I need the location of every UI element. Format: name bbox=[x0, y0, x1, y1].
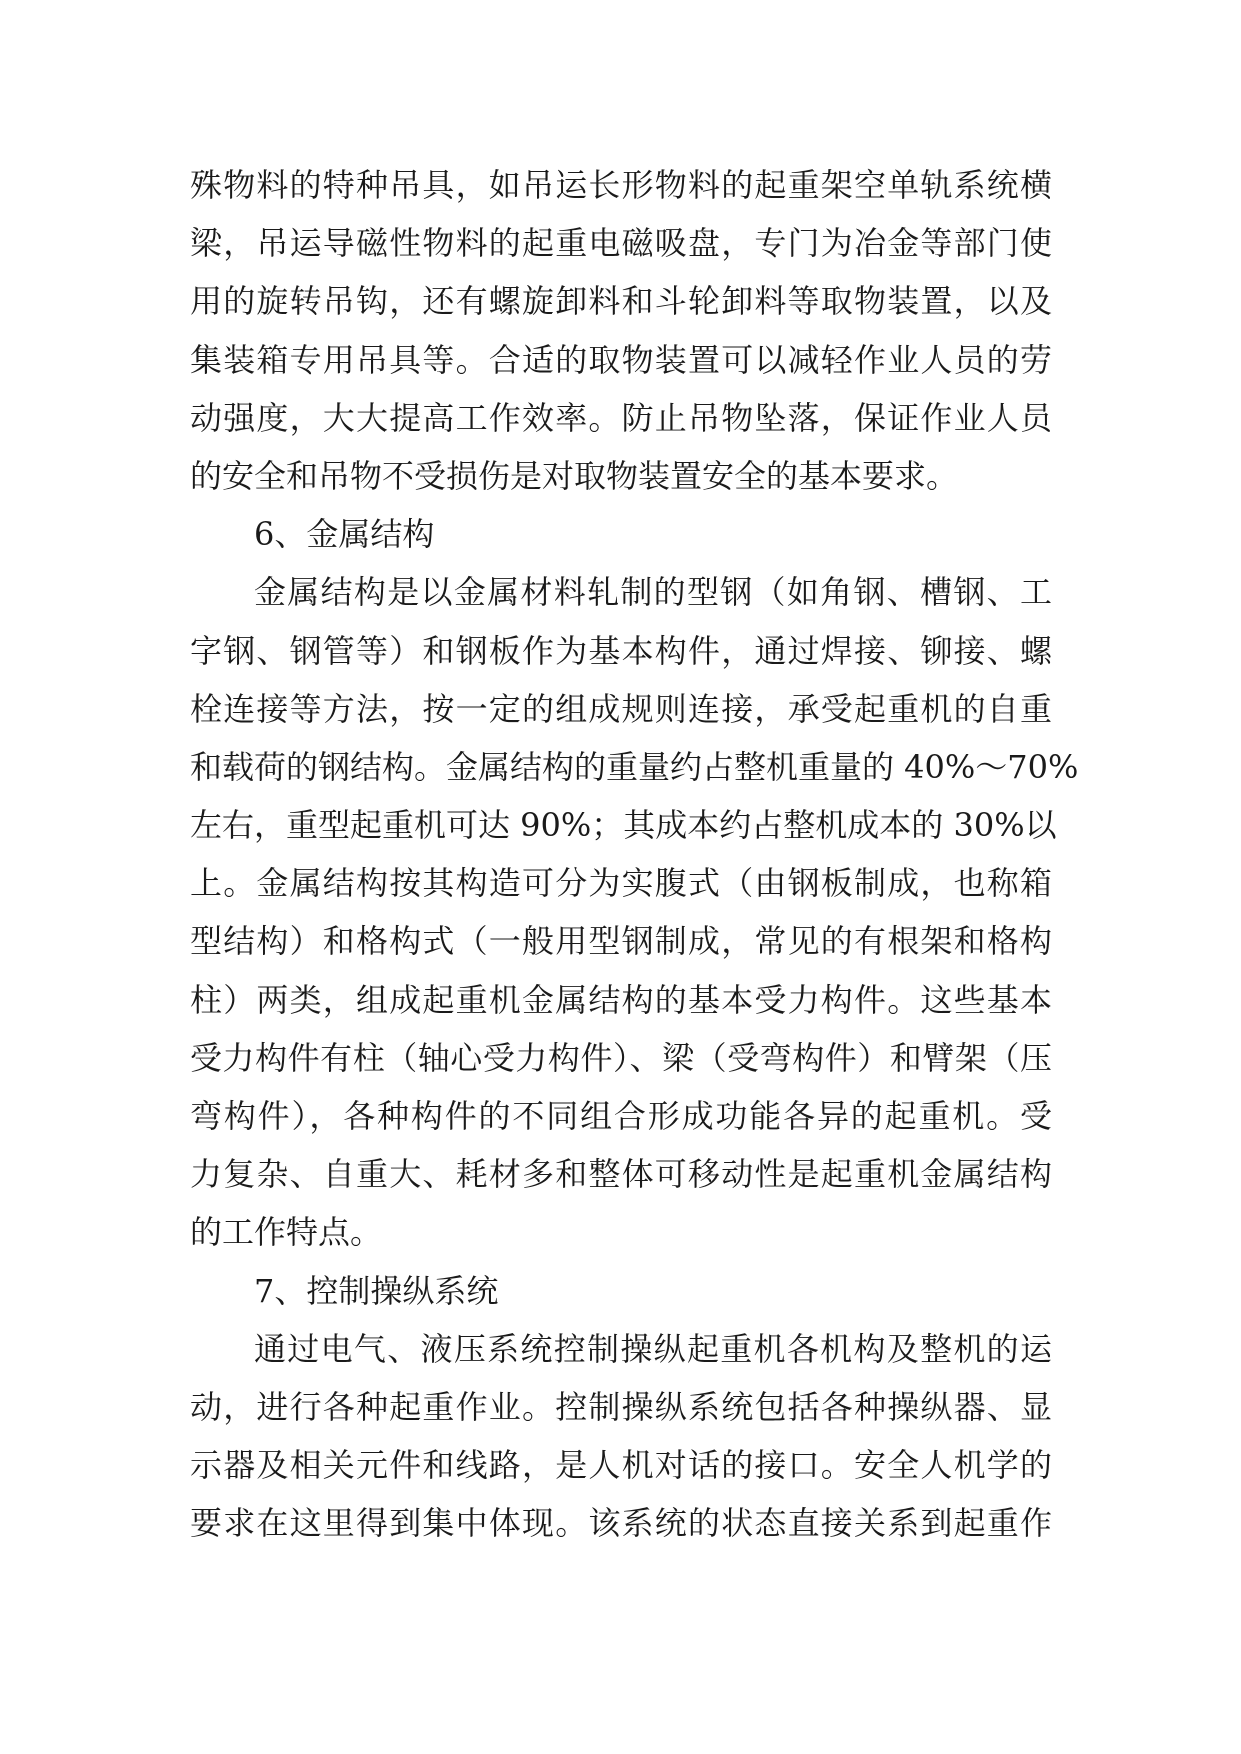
text-line: 字钢、钢管等）和钢板作为基本构件，通过焊接、铆接、螺 bbox=[190, 631, 1052, 670]
document-page bbox=[190, 0, 1079, 1754]
text-line: 左右，重型起重机可达 90%；其成本约占整机成本的 30%以 bbox=[190, 806, 1057, 845]
text-line: 的安全和吊物不受损伤是对取物装置安全的基本要求。 bbox=[190, 456, 959, 495]
section-heading: 7、控制操纵系统 bbox=[254, 1271, 499, 1310]
text-line: 用的旋转吊钩，还有螺旋卸料和斗轮卸料等取物装置，以及 bbox=[190, 282, 1052, 321]
text-line: 上。金属结构按其构造可分为实腹式（由钢板制成，也称箱 bbox=[190, 864, 1052, 903]
text-line: 和载荷的钢结构。金属结构的重量约占整机重量的 40%～70% bbox=[190, 747, 1079, 786]
body-text bbox=[190, 156, 1079, 1553]
text-line: 示器及相关元件和线路，是人机对话的接口。安全人机学的 bbox=[190, 1446, 1052, 1485]
text-line: 栓连接等方法，按一定的组成规则连接，承受起重机的自重 bbox=[190, 689, 1052, 728]
text-line: 动，进行各种起重作业。控制操纵系统包括各种操纵器、显 bbox=[190, 1387, 1052, 1426]
text-line: 的工作特点。 bbox=[190, 1213, 383, 1252]
text-line: 通过电气、液压系统控制操纵起重机各机构及整机的运 bbox=[254, 1329, 1052, 1368]
text-line: 集装箱专用吊具等。合适的取物装置可以减轻作业人员的劳 bbox=[190, 340, 1052, 379]
section-heading: 6、金属结构 bbox=[254, 515, 435, 554]
text-line: 动强度，大大提高工作效率。防止吊物坠落，保证作业人员 bbox=[190, 398, 1052, 437]
text-line: 梁，吊运导磁性物料的起重电磁吸盘，专门为冶金等部门使 bbox=[190, 224, 1052, 263]
text-line: 型结构）和格构式（一般用型钢制成，常见的有根架和格构 bbox=[190, 922, 1052, 961]
text-line: 殊物料的特种吊具，如吊运长形物料的起重架空单轨系统横 bbox=[190, 166, 1052, 204]
text-line: 力复杂、自重大、耗材多和整体可移动性是起重机金属结构 bbox=[190, 1155, 1052, 1194]
text-line: 金属结构是以金属材料轧制的型钢（如角钢、槽钢、工 bbox=[254, 573, 1052, 612]
text-line: 柱）两类，组成起重机金属结构的基本受力构件。这些基本 bbox=[190, 980, 1052, 1019]
text-line: 受力构件有柱（轴心受力构件）、梁（受弯构件）和臂架（压 bbox=[190, 1038, 1052, 1077]
text-line: 要求在这里得到集中体现。该系统的状态直接关系到起重作 bbox=[190, 1504, 1052, 1543]
text-line: 弯构件），各种构件的不同组合形成功能各异的起重机。受 bbox=[190, 1097, 1052, 1135]
